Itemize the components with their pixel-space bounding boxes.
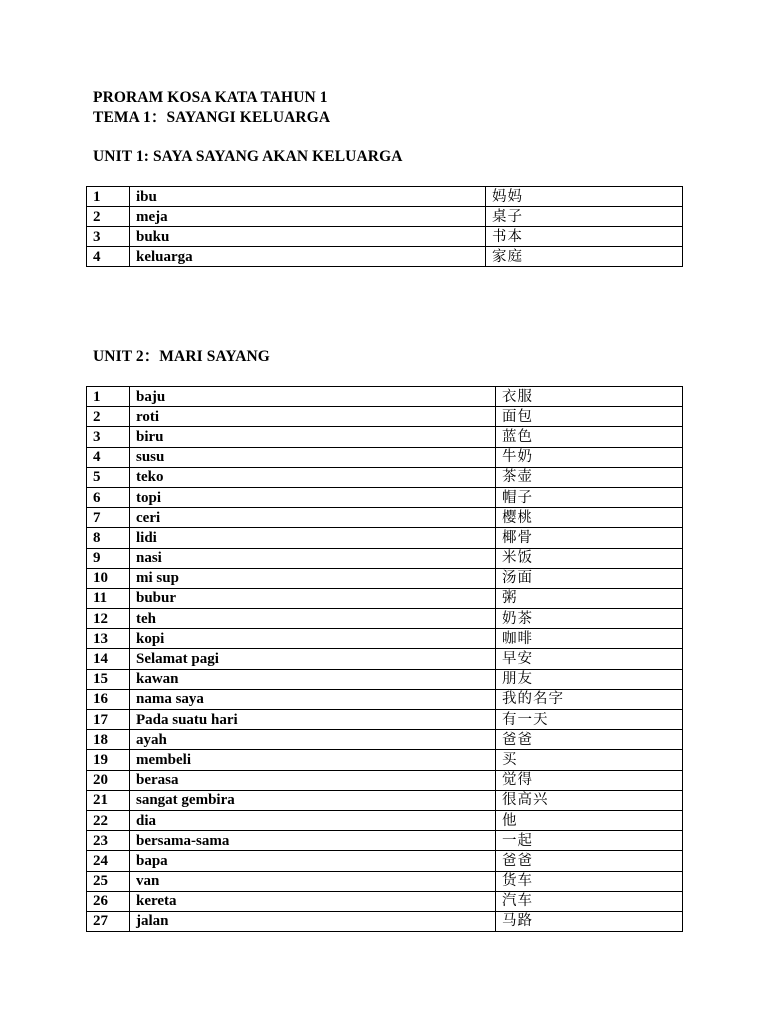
row-number: 12 [87,609,130,629]
malay-word: kopi [130,629,496,649]
row-number: 2 [87,207,130,227]
table-row [87,508,683,528]
table-row [87,689,683,709]
row-number: 16 [87,689,130,709]
row-number: 23 [87,831,130,851]
row-number: 11 [87,588,130,608]
malay-word: kereta [130,891,496,911]
row-number: 4 [87,447,130,467]
malay-word: baju [130,387,496,407]
chinese-word: 帽子 [496,487,683,507]
unit1-heading: UNIT 1: SAYA SAYANG AKAN KELUARGA [93,148,403,165]
table-row [87,407,683,427]
chinese-word: 桌子 [486,207,683,227]
malay-word: jalan [130,911,496,931]
row-number: 7 [87,508,130,528]
chinese-word: 粥 [496,588,683,608]
chinese-word: 衣服 [496,387,683,407]
table-row [87,911,683,931]
chinese-word: 他 [496,810,683,830]
chinese-word: 马路 [496,911,683,931]
table-row [87,387,683,407]
table-row [87,851,683,871]
row-number: 17 [87,710,130,730]
malay-word: biru [130,427,496,447]
malay-word: Pada suatu hari [130,710,496,730]
chinese-word: 很高兴 [496,790,683,810]
table-row [87,669,683,689]
malay-word: nama saya [130,689,496,709]
row-number: 18 [87,730,130,750]
table-row [87,588,683,608]
malay-word: bubur [130,588,496,608]
table-row [87,187,683,207]
theme-title: TEMA 1：SAYANGI KELUARGA [93,109,331,126]
malay-word: van [130,871,496,891]
malay-word: nasi [130,548,496,568]
chinese-word: 汽车 [496,891,683,911]
malay-word: keluarga [130,247,486,267]
malay-word: roti [130,407,496,427]
malay-word: bersama-sama [130,831,496,851]
table-row [87,750,683,770]
table-row [87,528,683,548]
table-row [87,609,683,629]
table-row [87,891,683,911]
row-number: 21 [87,790,130,810]
chinese-word: 汤面 [496,568,683,588]
table-row [87,247,683,267]
malay-word: ceri [130,508,496,528]
row-number: 4 [87,247,130,267]
table-row [87,427,683,447]
row-number: 10 [87,568,130,588]
malay-word: topi [130,487,496,507]
malay-word: membeli [130,750,496,770]
chinese-word: 咖啡 [496,629,683,649]
chinese-word: 早安 [496,649,683,669]
row-number: 15 [87,669,130,689]
row-number: 8 [87,528,130,548]
malay-word: bapa [130,851,496,871]
chinese-word: 货车 [496,871,683,891]
row-number: 3 [87,227,130,247]
table-row [87,629,683,649]
chinese-word: 我的名字 [496,689,683,709]
chinese-word: 椰骨 [496,528,683,548]
chinese-word: 茶壶 [496,467,683,487]
unit1-vocab-table [86,186,683,267]
malay-word: teh [130,609,496,629]
malay-word: berasa [130,770,496,790]
row-number: 2 [87,407,130,427]
malay-word: kawan [130,669,496,689]
malay-word: dia [130,810,496,830]
table-row [87,649,683,669]
malay-word: ibu [130,187,486,207]
chinese-word: 觉得 [496,770,683,790]
row-number: 5 [87,467,130,487]
malay-word: meja [130,207,486,227]
malay-word: sangat gembira [130,790,496,810]
row-number: 25 [87,871,130,891]
row-number: 3 [87,427,130,447]
chinese-word: 牛奶 [496,447,683,467]
unit2-heading: UNIT 2：MARI SAYANG [93,348,270,365]
malay-word: teko [130,467,496,487]
row-number: 1 [87,387,130,407]
chinese-word: 米饭 [496,548,683,568]
chinese-word: 一起 [496,831,683,851]
unit2-vocab-table [86,386,683,932]
row-number: 9 [87,548,130,568]
table-row [87,548,683,568]
table-row [87,710,683,730]
malay-word: susu [130,447,496,467]
chinese-word: 家庭 [486,247,683,267]
table-row [87,447,683,467]
malay-word: buku [130,227,486,247]
table-row [87,871,683,891]
chinese-word: 买 [496,750,683,770]
table-row [87,730,683,750]
row-number: 19 [87,750,130,770]
row-number: 24 [87,851,130,871]
chinese-word: 有一天 [496,710,683,730]
table-row [87,810,683,830]
chinese-word: 妈妈 [486,187,683,207]
malay-word: Selamat pagi [130,649,496,669]
table-row [87,227,683,247]
document-title: PRORAM KOSA KATA TAHUN 1 [93,89,328,106]
row-number: 14 [87,649,130,669]
chinese-word: 朋友 [496,669,683,689]
table-row [87,831,683,851]
row-number: 13 [87,629,130,649]
chinese-word: 蓝色 [496,427,683,447]
chinese-word: 面包 [496,407,683,427]
table-row [87,770,683,790]
table-row [87,568,683,588]
row-number: 6 [87,487,130,507]
malay-word: mi sup [130,568,496,588]
table-row [87,207,683,227]
row-number: 1 [87,187,130,207]
table-row [87,467,683,487]
chinese-word: 奶茶 [496,609,683,629]
row-number: 26 [87,891,130,911]
chinese-word: 爸爸 [496,730,683,750]
row-number: 27 [87,911,130,931]
row-number: 22 [87,810,130,830]
chinese-word: 书本 [486,227,683,247]
malay-word: ayah [130,730,496,750]
chinese-word: 爸爸 [496,851,683,871]
malay-word: lidi [130,528,496,548]
table-row [87,790,683,810]
table-row [87,487,683,507]
chinese-word: 樱桃 [496,508,683,528]
row-number: 20 [87,770,130,790]
